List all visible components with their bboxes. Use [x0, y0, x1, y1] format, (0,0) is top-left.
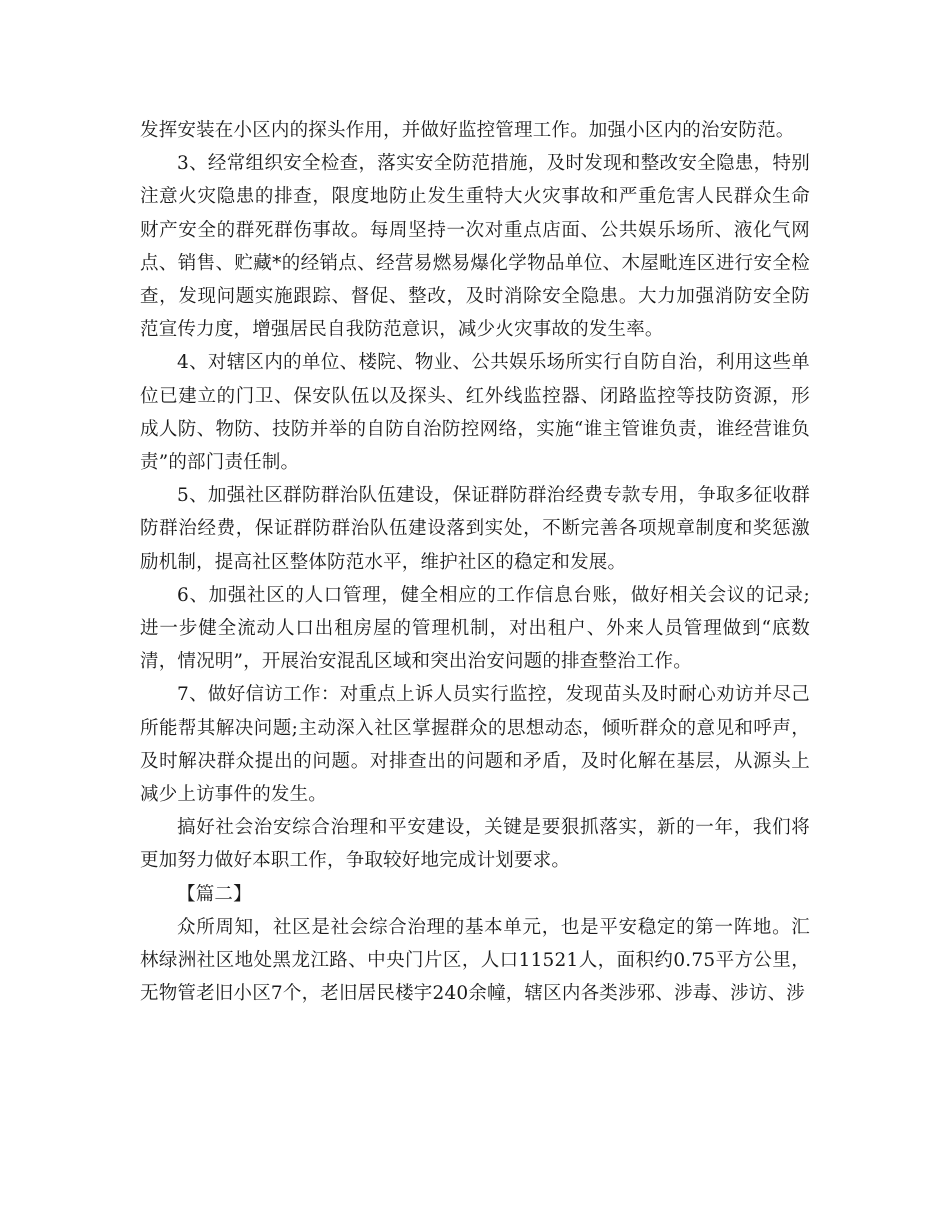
paragraph-item-3: 3、经常组织安全检查，落实安全防范措施，及时发现和整改安全隐患，特别注意火灾隐患的排查，限度地防止发生重特大火灾事故和严重危害人民群众生命财产安全的群死群伤事故。每周坚持一次对重点店面、公共娱乐场所、液化气网点、销售、贮藏*的经销点、经营易燃易爆化学物品单位、木屋毗连区进行安全检查，发现问题实施跟踪、督促、整改，及时消除安全隐患。大力加强消防安全防范宣传力度，增强居民自我防范意识，减少火灾事故的发生率。 [140, 153, 810, 341]
document-body [140, 114, 810, 1010]
paragraph-item-7: 7、做好信访工作：对重点上诉人员实行监控，发现苗头及时耐心劝访并尽己所能帮其解决问题;主动深入社区掌握群众的思想动态，倾听群众的意见和呼声，及时解决群众提出的问题。对排查出的问题和矛盾，及时化解在基层，从源头上减少上访事件的发生。 [140, 684, 810, 806]
paragraph-conclusion: 搞好社会治安综合治理和平安建设，关键是要狠抓落实，新的一年，我们将更加努力做好本职工作，争取较好地完成计划要求。 [140, 817, 810, 872]
paragraph-intro-part-two: 众所周知，社区是社会综合治理的基本单元，也是平安稳定的第一阵地。汇林绿洲社区地处黑龙江路、中央门片区，人口11521人，面积约0.75平方公里，无物管老旧小区7个，老旧居民楼宇240余幢，辖区内各类涉邪、涉毒、涉访、涉 [140, 916, 810, 1005]
paragraph-continuation: 发挥安装在小区内的探头作用，并做好监控管理工作。加强小区内的治安防范。 [140, 120, 795, 141]
paragraph-item-5: 5、加强社区群防群治队伍建设，保证群防群治经费专款专用，争取多征收群防群治经费，保证群防群治队伍建设落到实处，不断完善各项规章制度和奖惩激励机制，提高社区整体防范水平，维护社区的稳定和发展。 [140, 485, 810, 573]
section-heading-part-two: 【篇二】 [177, 883, 252, 905]
paragraph-item-6: 6、加强社区的人口管理，健全相应的工作信息台账，做好相关会议的记录;进一步健全流动人口出租房屋的管理机制，对出租户、外来人员管理做到“底数清，情况明”，开展治安混乱区域和突出治安问题的排查整治工作。 [140, 584, 810, 673]
paragraph-item-4: 4、对辖区内的单位、楼院、物业、公共娱乐场所实行自防自治，利用这些单位已建立的门卫、保安队伍以及探头、红外线监控器、闭路监控等技防资源，形成人防、物防、技防并举的自防自治防控网络，实施“谁主管谁负责，谁经营谁负责”的部门责任制。 [140, 352, 810, 474]
